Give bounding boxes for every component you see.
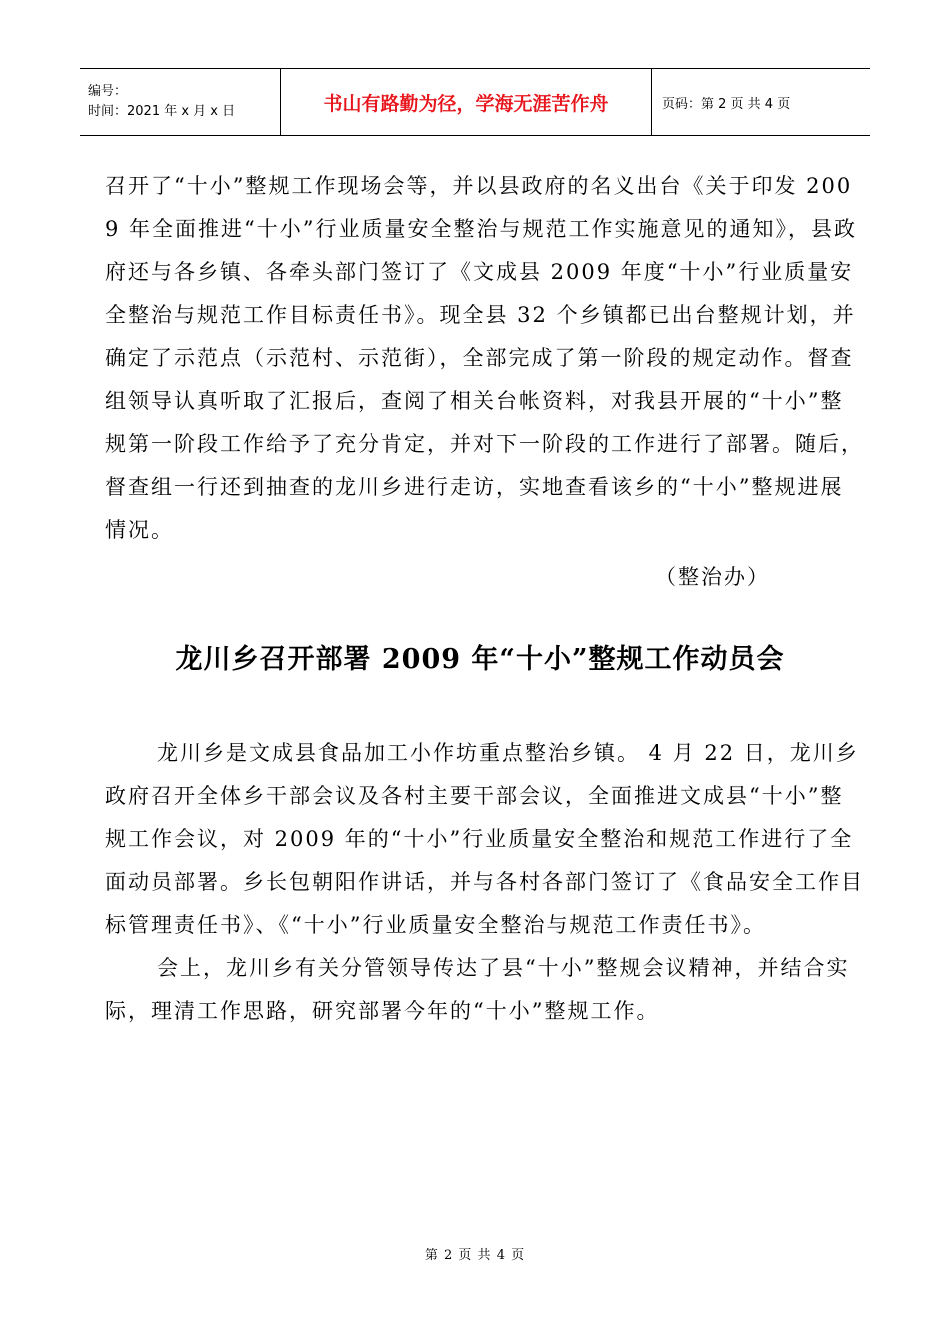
article2-title: 龙川乡召开部署 2009 年“十小”整规工作动员会 [175, 644, 785, 675]
document-body [105, 165, 865, 1033]
page-header [80, 68, 870, 136]
motto-text: 书山有路勤为径，学海无涯苦作舟 [323, 92, 609, 115]
article1-signature: （整治办） [655, 565, 770, 589]
number-label: 编号： [88, 84, 128, 99]
time-label: 时间：2021 年 x 月 x 日 [88, 104, 236, 119]
page-info-text: 页码：第 2 页 共 4 页 [662, 96, 791, 112]
header-meta [80, 69, 281, 135]
article2-paragraph-1: 龙川乡是文成县食品加工小作坊重点整治乡镇。 4 月 22 日，龙川乡政府召开全体乡干部会议及各村主要干部会议，全面推进文成县“十小”整规工作会议，对 2009 年的“十小”行业质量安全整治和规范工作进行了全面动员部署。乡长包朝阳作讲话，并与各村各部门签订了《食品安全工作目标管理责任书》、《“十小”行业质量安全整治与规范工作责任书》。 [105, 741, 864, 937]
page-footer: 第 2 页 共 4 页 [424, 1248, 526, 1263]
header-page-info [652, 69, 870, 135]
header-motto [281, 69, 652, 135]
article1-paragraph: 召开了“十小”整规工作现场会等，并以县政府的名义出台《关于印发 2009 年全面推进“十小”行业质量安全整治与规范工作实施意见的通知》，县政府还与各乡镇、各牵头部门签订了《文成县 2009 年度“十小”行业质量安全整治与规范工作目标责任书》。现全县 32 个乡镇都已出台整规计划，并确定了示范点（示范村、示范街），全部完成了第一阶段的规定动作。督查组领导认真听取了汇报后，查阅了相关台帐资料，对我县开展的“十小”整规第一阶段工作给予了充分肯定，并对下一阶段的工作进行了部署。随后，督查组一行还到抽查的龙川乡进行走访，实地查看该乡的“十小”整规进展情况。 [105, 174, 864, 542]
article2-paragraph-2: 会上，龙川乡有关分管领导传达了县“十小”整规会议精神，并结合实际，理清工作思路，研究部署今年的“十小”整规工作。 [105, 956, 850, 1023]
